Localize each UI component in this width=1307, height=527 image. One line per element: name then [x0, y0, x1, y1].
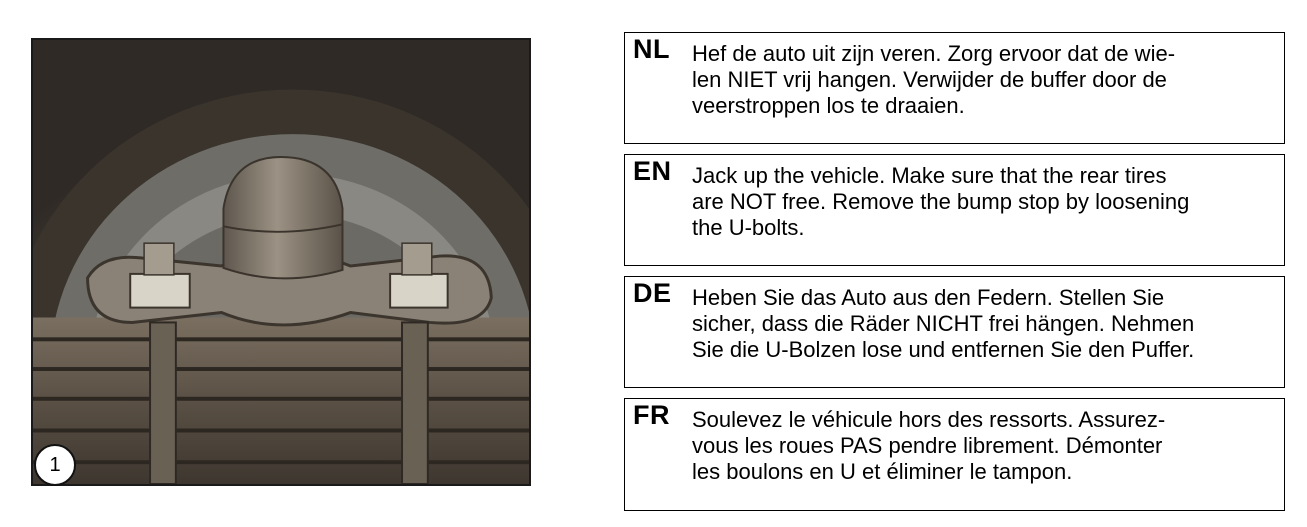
language-code-nl: NL — [633, 34, 670, 64]
instruction-box-nl — [624, 32, 1285, 144]
language-code-en: EN — [633, 156, 672, 186]
instruction-text-fr: Soulevez le véhicule hors des ressorts. Assurez- vous les roues PAS pendre librement. Démonter les boulons en U et éliminer le tampon. — [692, 407, 1166, 484]
language-code-fr: FR — [633, 400, 670, 430]
instruction-box-en — [624, 154, 1285, 266]
leaf-spring-bump-stop-image — [33, 40, 529, 484]
instruction-box-de — [624, 276, 1285, 388]
instruction-box-fr — [624, 398, 1285, 511]
instruction-text-de: Heben Sie das Auto aus den Federn. Stellen Sie sicher, dass die Räder NICHT frei hängen. Nehmen Sie die U-Bolzen lose und entfernen Sie den Puffer. — [692, 285, 1195, 362]
step-number-badge: 1 — [34, 444, 76, 486]
instruction-text-en: Jack up the vehicle. Make sure that the rear tires are NOT free. Remove the bump stop by loosening the U-bolts. — [692, 163, 1190, 240]
suspension-photo — [31, 38, 531, 486]
instruction-text-nl: Hef de auto uit zijn veren. Zorg ervoor dat de wie- len NIET vrij hangen. Verwijder de buffer door de veerstroppen los te draaien. — [692, 41, 1176, 118]
language-code-de: DE — [633, 278, 672, 308]
